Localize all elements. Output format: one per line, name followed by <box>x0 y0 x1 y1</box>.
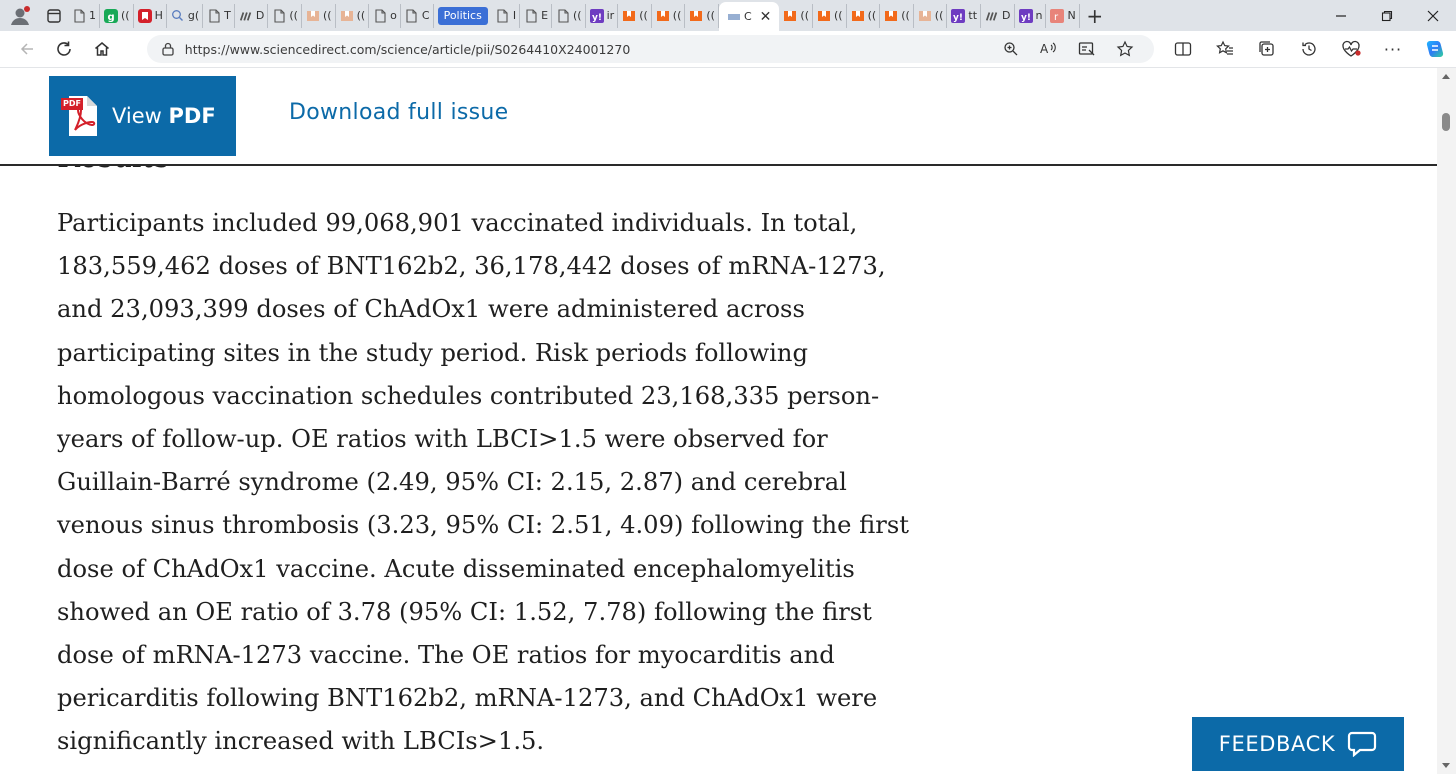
favorites-icon <box>1216 40 1234 58</box>
tab-title: E <box>541 9 549 22</box>
document-icon <box>207 9 221 23</box>
svg-text:y!: y! <box>1020 12 1031 23</box>
close-tab-icon[interactable]: ✕ <box>759 8 772 25</box>
tab[interactable] <box>813 4 847 28</box>
read-aloud-button[interactable] <box>1030 41 1068 57</box>
download-full-issue-link[interactable]: Download full issue <box>289 100 509 125</box>
tab-title: (( <box>573 9 582 22</box>
toolbar-right <box>1162 33 1456 65</box>
refresh-button[interactable] <box>46 33 84 65</box>
document-icon <box>556 9 570 23</box>
close-window-button[interactable] <box>1410 0 1456 31</box>
tab-title: D <box>1002 9 1011 22</box>
tab-title: H <box>154 9 163 22</box>
tab[interactable] <box>401 4 434 28</box>
tab[interactable] <box>203 4 235 28</box>
zoom-in-icon <box>1003 41 1019 57</box>
reader-icon <box>1050 9 1064 23</box>
tab[interactable] <box>235 4 268 28</box>
article-page <box>0 68 1437 774</box>
bookmark-orange-icon <box>622 9 636 23</box>
url-text[interactable]: https://www.sciencedirect.com/science/article/pii/S0264410X24001270 <box>184 41 631 57</box>
search-icon <box>171 9 185 23</box>
collections-button[interactable] <box>1246 33 1288 65</box>
bookmark-red-icon <box>138 9 152 23</box>
tab[interactable] <box>947 4 981 28</box>
tab-title: (( <box>901 9 910 22</box>
tab-strip <box>0 0 1456 31</box>
heart-pulse-icon <box>1341 40 1361 58</box>
tab[interactable] <box>100 4 134 28</box>
tab-title: (( <box>834 9 843 22</box>
view-pdf-bold: PDF <box>168 104 216 128</box>
back-button[interactable] <box>8 33 46 65</box>
browser-essentials-button[interactable] <box>1330 33 1372 65</box>
copilot-button[interactable] <box>1414 33 1456 65</box>
tab[interactable] <box>618 4 652 28</box>
tab-title: (( <box>639 9 648 22</box>
tab-actions-button[interactable] <box>40 0 68 31</box>
immersive-reader-button[interactable] <box>1068 41 1106 57</box>
tab-title: tt <box>968 9 978 22</box>
yahoo-icon <box>590 9 604 23</box>
lock-icon[interactable] <box>161 42 175 56</box>
home-button[interactable] <box>83 33 121 65</box>
read-aloud-icon <box>1040 41 1058 57</box>
favorites-button[interactable] <box>1204 33 1246 65</box>
address-bar[interactable] <box>147 35 1154 63</box>
bookmark-tan-icon <box>918 9 932 23</box>
tab[interactable] <box>167 4 203 28</box>
back-arrow-icon <box>19 41 35 57</box>
pdf-badge-label: PDF <box>63 99 81 108</box>
gallery-icon <box>239 9 253 23</box>
bookmark-orange-icon <box>851 9 865 23</box>
tab[interactable] <box>685 4 719 28</box>
bookmark-orange-icon <box>783 9 797 23</box>
tab-title: (( <box>672 9 682 22</box>
tab-title: (( <box>322 9 332 22</box>
tab-actions-icon <box>47 9 61 23</box>
document-icon <box>405 9 419 23</box>
bookmark-orange-icon <box>689 9 703 23</box>
window-controls <box>1318 0 1456 31</box>
ellipsis-icon: ··· <box>1383 39 1403 59</box>
yahoo-icon <box>1019 9 1033 23</box>
scroll-down-arrow-icon[interactable] <box>1441 762 1451 770</box>
favorite-button[interactable] <box>1106 40 1144 58</box>
tab-title: (( <box>121 9 130 22</box>
tab-title: N <box>1067 9 1076 22</box>
history-button[interactable] <box>1288 33 1330 65</box>
tab[interactable] <box>134 4 167 28</box>
restore-button[interactable] <box>1364 0 1410 31</box>
pdf-file-icon <box>61 94 101 138</box>
refresh-icon <box>55 40 73 58</box>
tab-title: C <box>743 10 752 23</box>
tab[interactable] <box>914 4 948 28</box>
svg-text:A: A <box>1040 42 1049 56</box>
minimize-icon <box>1335 10 1347 22</box>
plus-icon: + <box>1086 3 1104 28</box>
tab-title: g( <box>187 9 200 22</box>
tab-title: (( <box>867 9 877 22</box>
tab-title: 1 <box>89 9 96 22</box>
copilot-icon <box>1424 38 1446 60</box>
document-icon <box>524 9 538 23</box>
svg-text:y!: y! <box>591 12 602 23</box>
tab[interactable] <box>520 4 552 28</box>
tab-list <box>68 0 1080 31</box>
svg-text:y!: y! <box>953 12 964 23</box>
tab-title: o <box>390 9 397 22</box>
bookmark-tan-icon <box>340 9 354 23</box>
document-icon <box>272 9 286 23</box>
grammarly-icon <box>104 9 118 23</box>
tab[interactable] <box>336 4 370 28</box>
tab-group-label[interactable] <box>438 7 488 25</box>
scroll-up-arrow-icon[interactable] <box>1441 72 1451 80</box>
document-icon <box>496 9 510 23</box>
tab-title: ir <box>606 9 615 22</box>
tab[interactable] <box>302 4 336 28</box>
star-icon <box>1116 40 1134 58</box>
profile-button[interactable] <box>0 0 40 31</box>
svg-text:r: r <box>1054 11 1059 23</box>
tab[interactable] <box>268 4 302 28</box>
results-paragraph: Participants included 99,068,901 vaccinated individuals. In total, 183,559,462 doses of BNT162b2, 36,178,442 doses of mRNA-1273, and 23,093,399 doses of ChAdOx1 were administered across participating sites in the study period. Risk periods following homologous vaccination schedules contributed 23,168,335 person-years of follow-up. OE ratios with LBCI>1.5 were observed for Guillain-Barré syndrome (2.49, 95% CI: 2.15, 2.87) and cerebral venous sinus thrombosis (3.23, 95% CI: 2.51, 4.09) following the first dose of ChAdOx1 vaccine. Acute disseminated encephalomyelitis showed an OE ratio of 3.78 (95% CI: 1.52, 7.78) following the first dose of mRNA-1273 vaccine. The OE ratios for myocarditis and pericarditis following BNT162b2, mRNA-1273, and ChAdOx1 were significantly increased with LBCIs>1.5. <box>57 209 909 756</box>
tab[interactable] <box>586 4 619 28</box>
split-screen-icon <box>1174 41 1192 57</box>
scroll-thumb[interactable] <box>1442 113 1450 131</box>
feedback-label: FEEDBACK <box>1218 732 1336 756</box>
view-pdf-label <box>112 104 216 128</box>
tab[interactable] <box>779 4 813 28</box>
svg-text:g: g <box>107 11 115 23</box>
immersive-reader-icon <box>1078 41 1096 57</box>
restore-icon <box>1381 10 1393 22</box>
view-pdf-prefix: View <box>112 104 169 128</box>
tab-title: D <box>255 9 265 22</box>
tab-title: (( <box>800 9 809 22</box>
tab-title: I <box>512 9 517 22</box>
elsevier-icon <box>727 10 741 24</box>
bookmark-orange-icon <box>817 9 831 23</box>
browser-toolbar <box>0 31 1456 68</box>
tab[interactable] <box>880 4 914 28</box>
article-toolbar <box>0 68 1437 166</box>
tab[interactable] <box>1015 4 1047 28</box>
tab-title: C <box>421 9 430 22</box>
home-icon <box>93 40 111 58</box>
document-icon <box>373 9 387 23</box>
more-menu-button[interactable] <box>1372 33 1414 65</box>
new-tab-button[interactable] <box>1080 4 1110 28</box>
bookmark-orange-icon <box>656 9 670 23</box>
tab-title: (( <box>706 9 715 22</box>
history-icon <box>1300 40 1318 58</box>
tab[interactable] <box>652 4 686 28</box>
tab-group-title: Politics <box>443 9 482 22</box>
tab-title: (( <box>356 9 366 22</box>
tab-title: (( <box>289 9 298 22</box>
profile-icon <box>9 5 31 27</box>
tab[interactable] <box>981 4 1014 28</box>
chat-bubble-icon <box>1347 731 1377 757</box>
document-icon <box>72 9 86 23</box>
tab[interactable] <box>68 4 100 28</box>
split-screen-button[interactable] <box>1162 33 1204 65</box>
minimize-button[interactable] <box>1318 0 1364 31</box>
tab[interactable] <box>552 4 586 28</box>
zoom-button[interactable] <box>992 41 1030 57</box>
feedback-button[interactable] <box>1192 717 1404 771</box>
tab-title: n <box>1035 9 1043 22</box>
close-icon <box>1427 10 1439 22</box>
bookmark-tan-icon <box>306 9 320 23</box>
tab-title: T <box>224 9 231 22</box>
gallery-icon <box>985 9 999 23</box>
view-pdf-button[interactable] <box>49 76 236 156</box>
tab-title: (( <box>934 9 944 22</box>
page-scrollbar[interactable] <box>1437 68 1456 774</box>
tab[interactable] <box>847 4 881 28</box>
yahoo-icon <box>951 9 965 23</box>
tab[interactable] <box>1046 4 1079 28</box>
collections-icon <box>1258 40 1276 58</box>
tab[interactable] <box>492 4 520 28</box>
tab-active[interactable] <box>719 2 779 31</box>
tab[interactable] <box>369 4 401 28</box>
bookmark-orange-icon <box>884 9 898 23</box>
